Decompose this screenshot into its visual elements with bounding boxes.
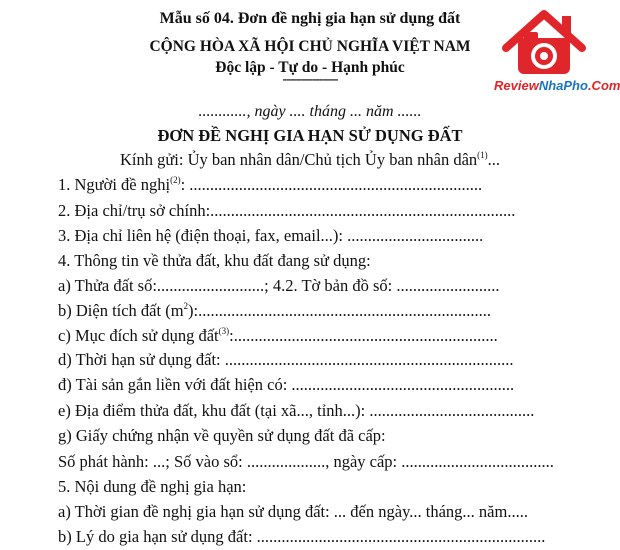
motto-divider: --------------- bbox=[282, 72, 338, 87]
greeting-text: Kính gửi: Ủy ban nhân dân/Chủ tịch Ủy ban nhân dân bbox=[119, 150, 478, 169]
field-note: 2 bbox=[183, 301, 189, 311]
field-note: (3) bbox=[218, 326, 230, 336]
greeting-note: (1) bbox=[477, 150, 488, 160]
field-requester bbox=[58, 175, 482, 195]
field-assets: đ) Tài sản gắn liền với đất hiện có: ...................................................... bbox=[58, 375, 515, 394]
field-extension-reason: b) Lý do gia hạn sử dụng đất: ...................................................................... bbox=[58, 527, 546, 546]
field-certificate: g) Giấy chứng nhận về quyền sử dụng đất đã cấp: bbox=[58, 426, 386, 445]
logo-text-nhapho: NhaPho bbox=[538, 78, 588, 93]
field-issue-number: Số phát hành: ...; Số vào sổ: ..................., ngày cấp: ..................................... bbox=[58, 452, 554, 471]
document-title: ĐƠN ĐỀ NGHỊ GIA HẠN SỬ DỤNG ĐẤT bbox=[157, 126, 463, 145]
field-note: (2) bbox=[170, 175, 181, 185]
field-area bbox=[58, 301, 491, 321]
field-extension-time: a) Thời gian đề nghị gia hạn sử dụng đất: ... đến ngày... tháng... năm..... bbox=[58, 502, 528, 521]
field-text: b) Diện tích đất (m bbox=[58, 301, 184, 320]
greeting bbox=[0, 150, 620, 170]
field-tail: : ....................................................................... bbox=[180, 175, 483, 194]
field-text: 1. Người đề nghị bbox=[58, 175, 171, 194]
field-tail: :................................................................ bbox=[229, 326, 498, 345]
field-land-info: 4. Thông tin về thửa đất, khu đất đang sử dụng: bbox=[58, 251, 371, 270]
field-purpose bbox=[58, 326, 498, 346]
field-tail: ):....................................................................... bbox=[188, 301, 492, 320]
field-term: d) Thời hạn sử dụng đất: ...................................................................... bbox=[58, 350, 514, 369]
field-address: 2. Địa chỉ/trụ sở chính:.......................................................................... bbox=[58, 201, 516, 220]
form-code: Mẫu số 04. Đơn đề nghị gia hạn sử dụng đất bbox=[159, 10, 461, 27]
logo-text-review: Review bbox=[494, 78, 539, 93]
greeting-tail: ... bbox=[487, 150, 501, 169]
field-extension-content: 5. Nội dung đề nghị gia hạn: bbox=[58, 477, 247, 496]
field-parcel-number: a) Thửa đất số:..........................; 4.2. Tờ bản đồ số: ......................... bbox=[58, 276, 500, 295]
logo-text-com: .Com bbox=[587, 78, 620, 93]
reviewnhapho-logo bbox=[492, 8, 620, 96]
field-contact: 3. Địa chỉ liên hệ (điện thoại, fax, email...): ................................. bbox=[58, 226, 484, 245]
dateline: ............, ngày .... tháng ... năm ...... bbox=[198, 103, 422, 120]
field-location: e) Địa điểm thửa đất, khu đất (tại xã..., tỉnh...): ........................................ bbox=[58, 401, 535, 420]
motto: Độc lập - Tự do - Hạnh phúc bbox=[215, 59, 405, 76]
svg-text:ReviewNhaPho.Com bbox=[494, 78, 620, 93]
field-text: c) Mục đích sử dụng đất bbox=[58, 326, 219, 345]
national-title: CỘNG HÒA XÃ HỘI CHỦ NGHĨA VIỆT NAM bbox=[149, 38, 471, 55]
